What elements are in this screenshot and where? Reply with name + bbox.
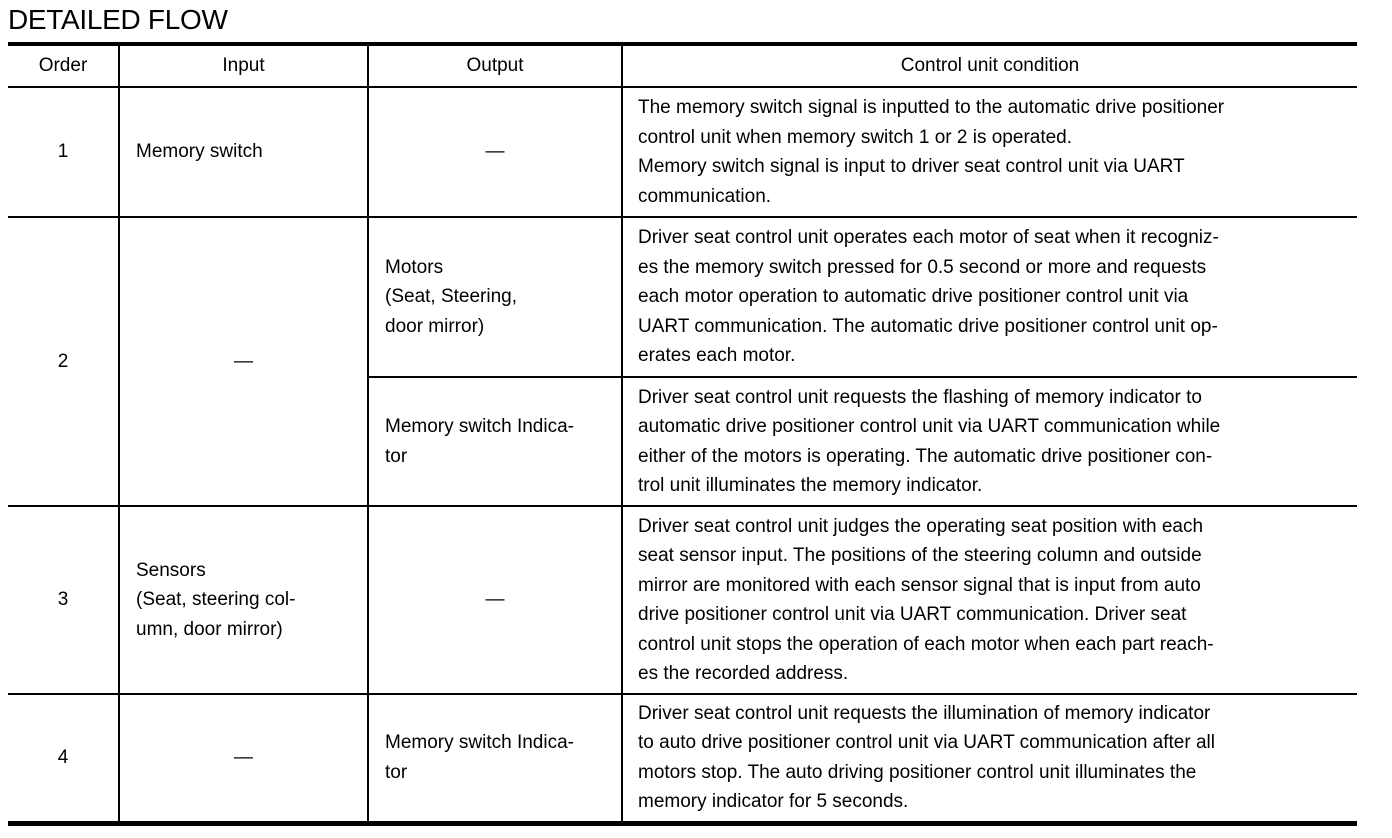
detailed-flow-table <box>8 42 1357 826</box>
output-cell: Memory switch Indica- tor <box>368 694 622 823</box>
input-cell: Memory switch <box>119 87 368 217</box>
condition-cell: Driver seat control unit requests the flashing of memory indicator to automatic drive positioner control unit via UART communication while either of the motors is operating. The automatic drive positioner con- trol unit illuminates the memory indicator. <box>622 377 1357 506</box>
input-cell: — <box>119 694 368 823</box>
input-cell: — <box>119 217 368 506</box>
header-order: Order <box>8 44 119 87</box>
order-cell: 1 <box>8 87 119 217</box>
header-row <box>8 44 1357 87</box>
order-cell: 4 <box>8 694 119 823</box>
condition-cell: Driver seat control unit judges the operating seat position with each seat sensor input. The positions of the steering column and outside mirror are monitored with each sensor signal that is input from auto drive positioner control unit via UART communication. Driver seat control unit stops the operation of each motor when each part reach- es the recorded address. <box>622 506 1357 694</box>
condition-cell: The memory switch signal is inputted to the automatic drive positioner control unit when memory switch 1 or 2 is operated. Memory switch signal is input to driver seat control unit via UART communication. <box>622 87 1357 217</box>
output-cell: Memory switch Indica- tor <box>368 377 622 506</box>
table-row <box>8 694 1357 823</box>
output-cell: — <box>368 87 622 217</box>
header-output: Output <box>368 44 622 87</box>
output-cell: Motors (Seat, Steering, door mirror) <box>368 217 622 377</box>
condition-cell: Driver seat control unit operates each motor of seat when it recogniz- es the memory switch pressed for 0.5 second or more and requests each motor operation to automatic drive positioner control unit via UART communication. The automatic drive positioner control unit op- erates each motor. <box>622 217 1357 377</box>
table-row <box>8 217 1357 377</box>
header-input: Input <box>119 44 368 87</box>
output-cell: — <box>368 506 622 694</box>
input-cell: Sensors (Seat, steering col- umn, door mirror) <box>119 506 368 694</box>
condition-cell: Driver seat control unit requests the illumination of memory indicator to auto drive positioner control unit via UART communication after all motors stop. The auto driving positioner control unit illuminates the memory indicator for 5 seconds. <box>622 694 1357 823</box>
order-cell: 2 <box>8 217 119 506</box>
order-cell: 3 <box>8 506 119 694</box>
header-condition: Control unit condition <box>622 44 1357 87</box>
table-row <box>8 87 1357 217</box>
table-row <box>8 506 1357 694</box>
page-title: DETAILED FLOW <box>8 4 228 35</box>
